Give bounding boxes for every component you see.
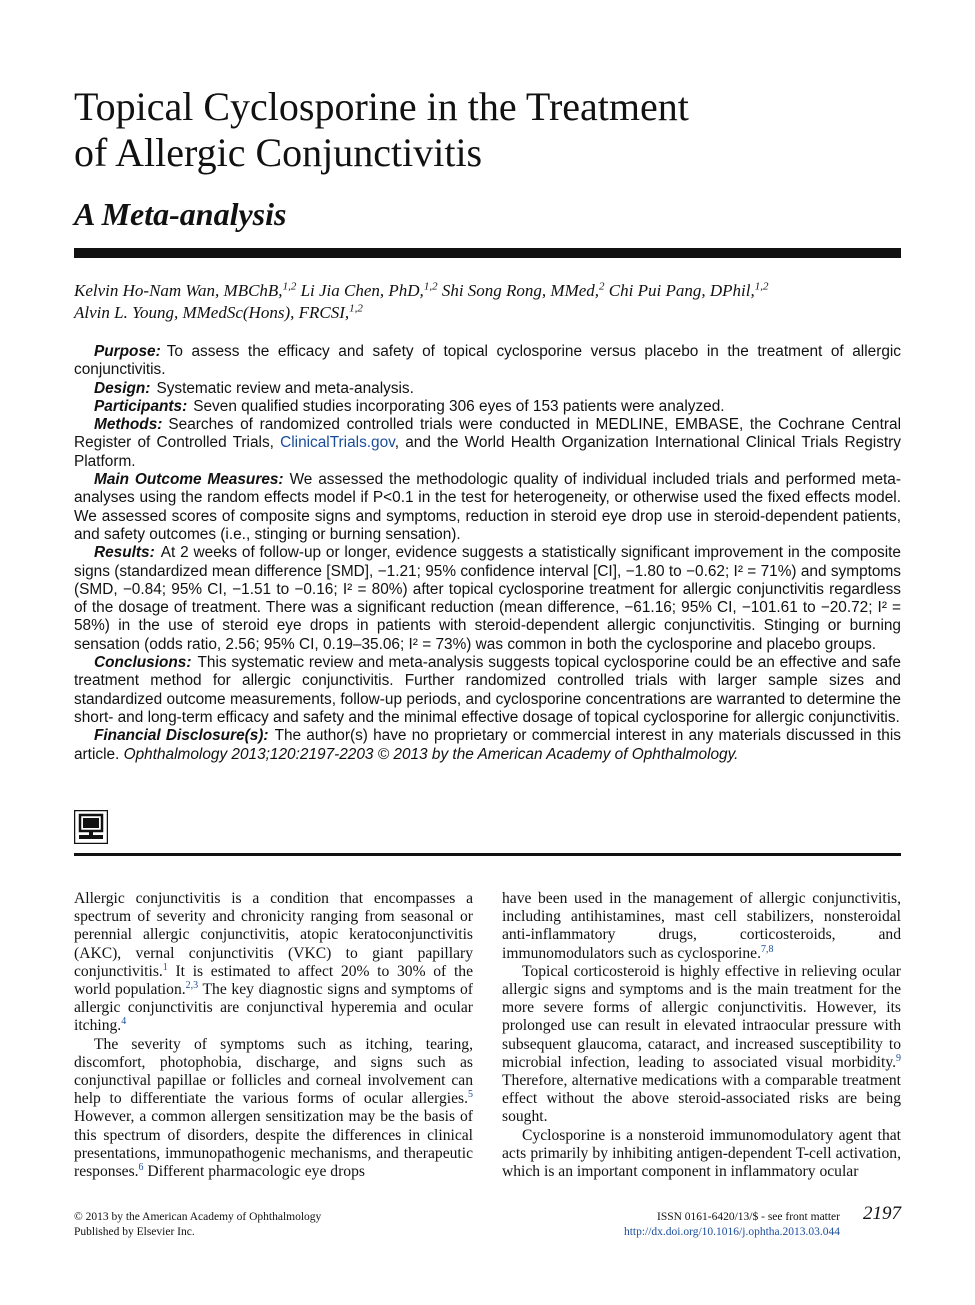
section-label: Purpose: bbox=[94, 343, 161, 360]
body-text: Therefore, alternative medications with a comparable treatment effect without the above steroid-associated risks are being sought. bbox=[502, 1072, 901, 1126]
footer-left bbox=[74, 1210, 321, 1240]
body-text: Topical corticosteroid is highly effective in relieving ocular allergic signs and symptoms and is the main treatment for the more severe forms of allergic conjunctivitis. However, its prolonged use can result in elevated intraocular pressure with subsequent glaucoma, cataract, and increased susceptibility to microbial infection, leading to associated visual morbidity. bbox=[502, 962, 901, 1071]
article-subtitle: A Meta-analysis bbox=[74, 196, 287, 232]
section-text: Searches of randomized controlled trials were conducted in MEDLINE, EMBASE, the Cochrane Central Register of Controlled Trials, bbox=[74, 416, 901, 452]
abstract bbox=[74, 343, 901, 764]
reference-link[interactable]: 4 bbox=[121, 1016, 127, 1028]
reference-link[interactable]: 2,3 bbox=[185, 979, 199, 991]
body-text: have been used in the management of allergic conjunctivitis, including antihistamines, mast cell stabilizers, nonsteroidal anti-inflammatory drugs, corticosteroids, and immunomodulators such as cyclosporine. bbox=[502, 890, 901, 962]
abstract-conclusions bbox=[74, 654, 901, 727]
article-title bbox=[74, 84, 904, 176]
paragraph bbox=[74, 1036, 473, 1182]
section-label: Conclusions: bbox=[94, 654, 192, 672]
paragraph bbox=[74, 890, 473, 1036]
body-column-left bbox=[74, 890, 473, 1181]
section-text: , and the World Health Organization International Clinical Trials Registry Platform. bbox=[74, 434, 902, 470]
author-affiliation: 1,2 bbox=[754, 280, 769, 293]
page-number: 2197 bbox=[863, 1203, 901, 1224]
section-label: Financial Disclosure(s): bbox=[94, 727, 269, 745]
issn-line: ISSN 0161-6420/13/$ - see front matter bbox=[656, 1211, 840, 1223]
reference-link[interactable]: 6 bbox=[138, 1161, 144, 1173]
abstract-methods bbox=[74, 416, 901, 471]
author-name: Shi Song Rong, MMed, bbox=[441, 281, 600, 300]
body-text: Cyclosporine is a nonsteroid immunomodulatory agent that acts primarily by inhibiting antigen-dependent T-cell activation, which is an important component in inflammatory ocular bbox=[502, 1126, 901, 1181]
author-affiliation: 1,2 bbox=[349, 302, 363, 315]
section-text: Seven qualified studies incorporating 306 eyes of 153 patients were analyzed. bbox=[193, 397, 725, 415]
section-label: Results: bbox=[94, 544, 155, 562]
paragraph bbox=[502, 963, 901, 1127]
section-text: The author(s) have no proprietary or commercial interest in any materials discussed in this article. bbox=[74, 727, 901, 763]
section-text: We assessed the methodologic quality of individual included trials and performed meta-analyses using the random effects model if P<0.1 in the test for heterogeneity, or otherwise used the fixed effects model. We assessed scores of composite signs and symptoms, reduction in steroid eye drop use in steroid-dependent patients, and safety outcomes (i.e., stinging or burning sensation). bbox=[74, 471, 901, 543]
section-label: Design: bbox=[94, 379, 151, 397]
abstract-participants bbox=[74, 398, 901, 416]
section-label: Participants: bbox=[94, 397, 188, 415]
title-line-2: of Allergic Conjunctivitis bbox=[74, 130, 483, 175]
abstract-bottom-rule bbox=[74, 853, 901, 856]
reference-link[interactable]: 9 bbox=[896, 1052, 901, 1064]
author-name: Chi Pui Pang, DPhil, bbox=[608, 281, 755, 300]
author-list bbox=[74, 280, 901, 324]
section-label: Main Outcome Measures: bbox=[94, 471, 284, 489]
title-line-1: Topical Cyclosporine in the Treatment bbox=[74, 84, 689, 129]
monitor-icon[interactable] bbox=[74, 810, 108, 844]
clinicaltrials-link[interactable]: ClinicalTrials.gov bbox=[280, 434, 395, 452]
body-text: The key diagnostic signs and symptoms of allergic conjunctivitis are conjunctival hyperemia and ocular itching. bbox=[74, 981, 473, 1035]
author-name: Li Jia Chen, PhD, bbox=[300, 281, 424, 300]
section-label: Methods: bbox=[94, 416, 163, 434]
author-name: Kelvin Ho-Nam Wan, MBChB, bbox=[74, 281, 283, 300]
body-text: However, a common allergen sensitization may be the basis of this spectrum of disorders, despite the differences in clinical presentations, immunopathogenic mechanisms, and therapeutic responses. bbox=[74, 1108, 473, 1181]
footer-right bbox=[560, 1210, 840, 1240]
section-text: To assess the efficacy and safety of topical cyclosporine versus placebo in the treatment of allergic conjunctivitis. bbox=[74, 343, 901, 379]
section-text: This systematic review and meta-analysis suggests topical cyclosporine could be an effective and safe treatment method for allergic conjunctivitis. Further randomized controlled trials with larger sample sizes and standardized outcome measurements, follow-up periods, and cyclosporine concentrations are warranted to determine the short- and long-term efficacy and safety and the minimal effective dosage of topical cyclosporine for allergic conjunctivitis. bbox=[74, 654, 901, 726]
body-text: Different pharmacologic eye drops bbox=[143, 1163, 365, 1181]
reference-link[interactable]: 5 bbox=[468, 1089, 473, 1101]
body-column-right bbox=[502, 890, 901, 1181]
doi-link[interactable]: http://dx.doi.org/10.1016/j.ophtha.2013.03.044 bbox=[623, 1226, 840, 1238]
publisher-line: Published by Elsevier Inc. bbox=[74, 1226, 195, 1238]
body-text: It is estimated to affect 20% to 30% of the world population. bbox=[74, 962, 473, 999]
author-affiliation: 1,2 bbox=[282, 280, 297, 293]
reference-link[interactable]: 7,8 bbox=[761, 943, 774, 955]
journal-citation: Ophthalmology 2013;120:2197-2203 © 2013 by the American Academy of Ophthalmology. bbox=[123, 745, 739, 763]
author-affiliation: 1,2 bbox=[423, 280, 438, 293]
section-text: At 2 weeks of follow-up or longer, evidence suggests a statistically significant improvement in the composite signs (standardized mean difference [SMD], −1.21; 95% confidence interval [CI], −1.80 to −0.62; I² = 71%) and symptoms (SMD, −0.84; 95% CI, −1.51 to −0.16; I² = 80%) after topical cyclosporine treatment for allergic conjunctivitis regardless of the dosage of treatment. There was a significant reduction (mean difference, −61.16; 95% CI, −101.61 to −20.72; I² = 58%) in the use of steroid eye drops in patients with steroid-dependent allergic conjunctivitis. Stinging or burning sensation (odds ratio, 2.56; 95% CI, 0.19–35.06; I² = 73%) was common in both the cyclosporine and placebo groups. bbox=[74, 544, 901, 653]
body-text: Allergic conjunctivitis is a condition that encompasses a spectrum of severity and chronicity ranging from seasonal or perennial allergic conjunctivitis, atopic keratoconjunctivitis (AKC), vernal conjunctivitis (VKC) to giant papillary conjunctivitis. bbox=[74, 890, 473, 980]
abstract-results bbox=[74, 544, 901, 654]
abstract-purpose bbox=[74, 343, 901, 380]
reference-link[interactable]: 1 bbox=[162, 961, 168, 973]
body-text: The severity of symptoms such as itching, tearing, discomfort, photophobia, discharge, and signs such as conjunctival papillae or follicles and corneal involvement can help to differentiate the various forms of ocular allergies. bbox=[74, 1035, 473, 1108]
author-affiliation: 2 bbox=[599, 280, 605, 293]
abstract-outcome-measures bbox=[74, 471, 901, 544]
paragraph bbox=[502, 890, 901, 963]
section-text: Systematic review and meta-analysis. bbox=[156, 379, 414, 397]
header-rule bbox=[74, 248, 901, 258]
abstract-design bbox=[74, 380, 901, 398]
abstract-disclosure bbox=[74, 727, 901, 764]
paragraph bbox=[502, 1127, 901, 1182]
copyright-line: © 2013 by the American Academy of Ophthalmology bbox=[74, 1211, 322, 1223]
author-name: Alvin L. Young, MMedSc(Hons), FRCSI, bbox=[74, 303, 350, 322]
